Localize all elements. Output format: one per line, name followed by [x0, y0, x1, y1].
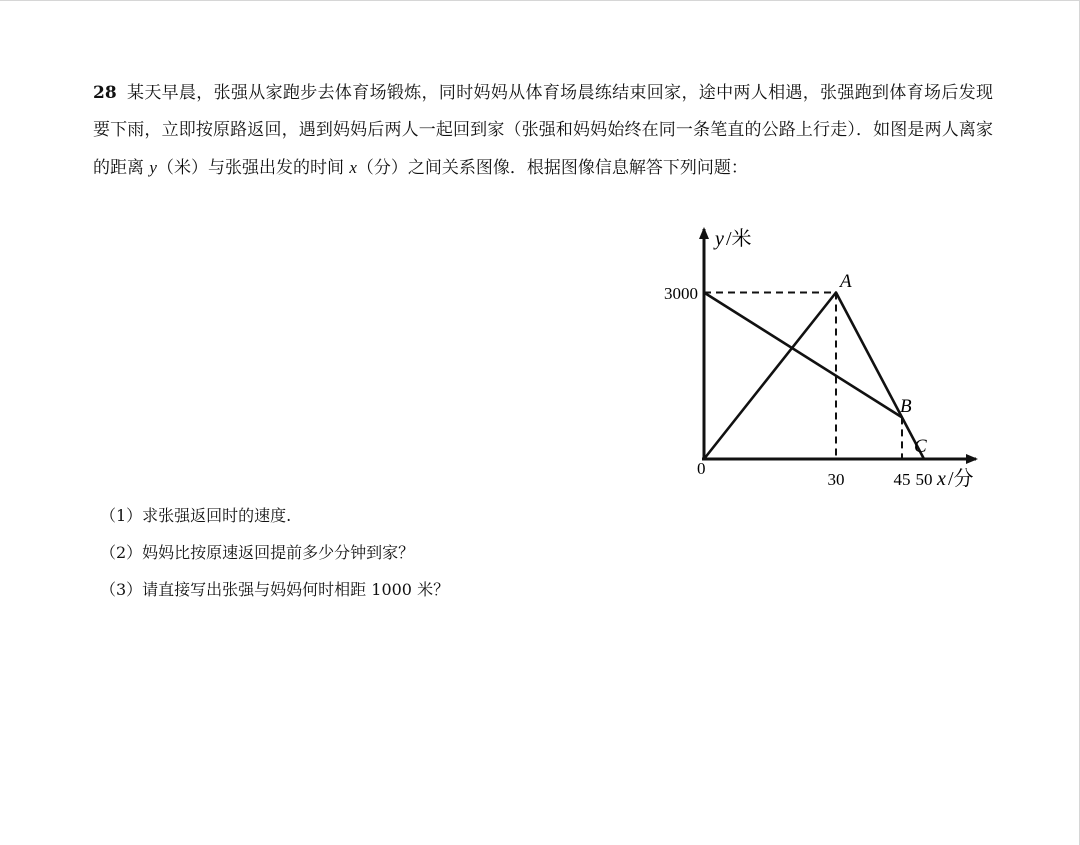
point-label-a: A: [840, 271, 852, 292]
question-3: （3）请直接写出张强与妈妈何时相距 1000 米？: [100, 580, 450, 599]
x-tick-label-30: 30: [827, 470, 845, 489]
problem-text-part-1: 某天早晨，张强从家跑步去体育场锻炼，同时妈妈从体育场晨练结束回家，途中两人相遇，张强跑到体育场后发现要下雨，立即按原路返回，遇到妈妈后两人一起回到家（张强和妈妈始终在同一条笔直的公路上行走）．如图是两人离家的距离: [93, 83, 993, 178]
y-axis-label-variable: y: [715, 228, 724, 250]
problem-text-part-2: （米）与张强出发的时间: [156, 158, 350, 178]
problem-number: 28: [93, 83, 117, 103]
graph-svg: [640, 223, 1000, 493]
x-tick-label-45: 45: [893, 470, 911, 489]
y-tick-label-3000: 3000: [664, 284, 698, 303]
dashed-guides: [704, 293, 902, 460]
point-label-b: B: [900, 396, 912, 417]
problem-text-part-3: （分）之间关系图像．根据图像信息解答下列问题：: [356, 158, 748, 178]
data-series: [704, 293, 924, 460]
mother-line: [704, 293, 902, 418]
variable-y: y: [149, 158, 157, 177]
question-list: [100, 497, 449, 608]
x-axis-label-unit: /分: [948, 468, 974, 490]
x-tick-label-50: 50: [915, 470, 933, 489]
question-2: （2）妈妈比按原速返回提前多少分钟到家？: [100, 543, 415, 562]
origin-label: 0: [697, 459, 706, 478]
zhangqiang-line: [704, 293, 924, 460]
x-axis-label-variable: x: [937, 468, 946, 490]
point-label-c: C: [914, 436, 927, 457]
variable-x: x: [349, 158, 357, 177]
y-axis-label-unit: /米: [726, 228, 752, 250]
distance-time-graph: [640, 223, 1000, 497]
question-1: （1）求张强返回时的速度.: [100, 506, 292, 525]
problem-statement: [93, 75, 993, 187]
